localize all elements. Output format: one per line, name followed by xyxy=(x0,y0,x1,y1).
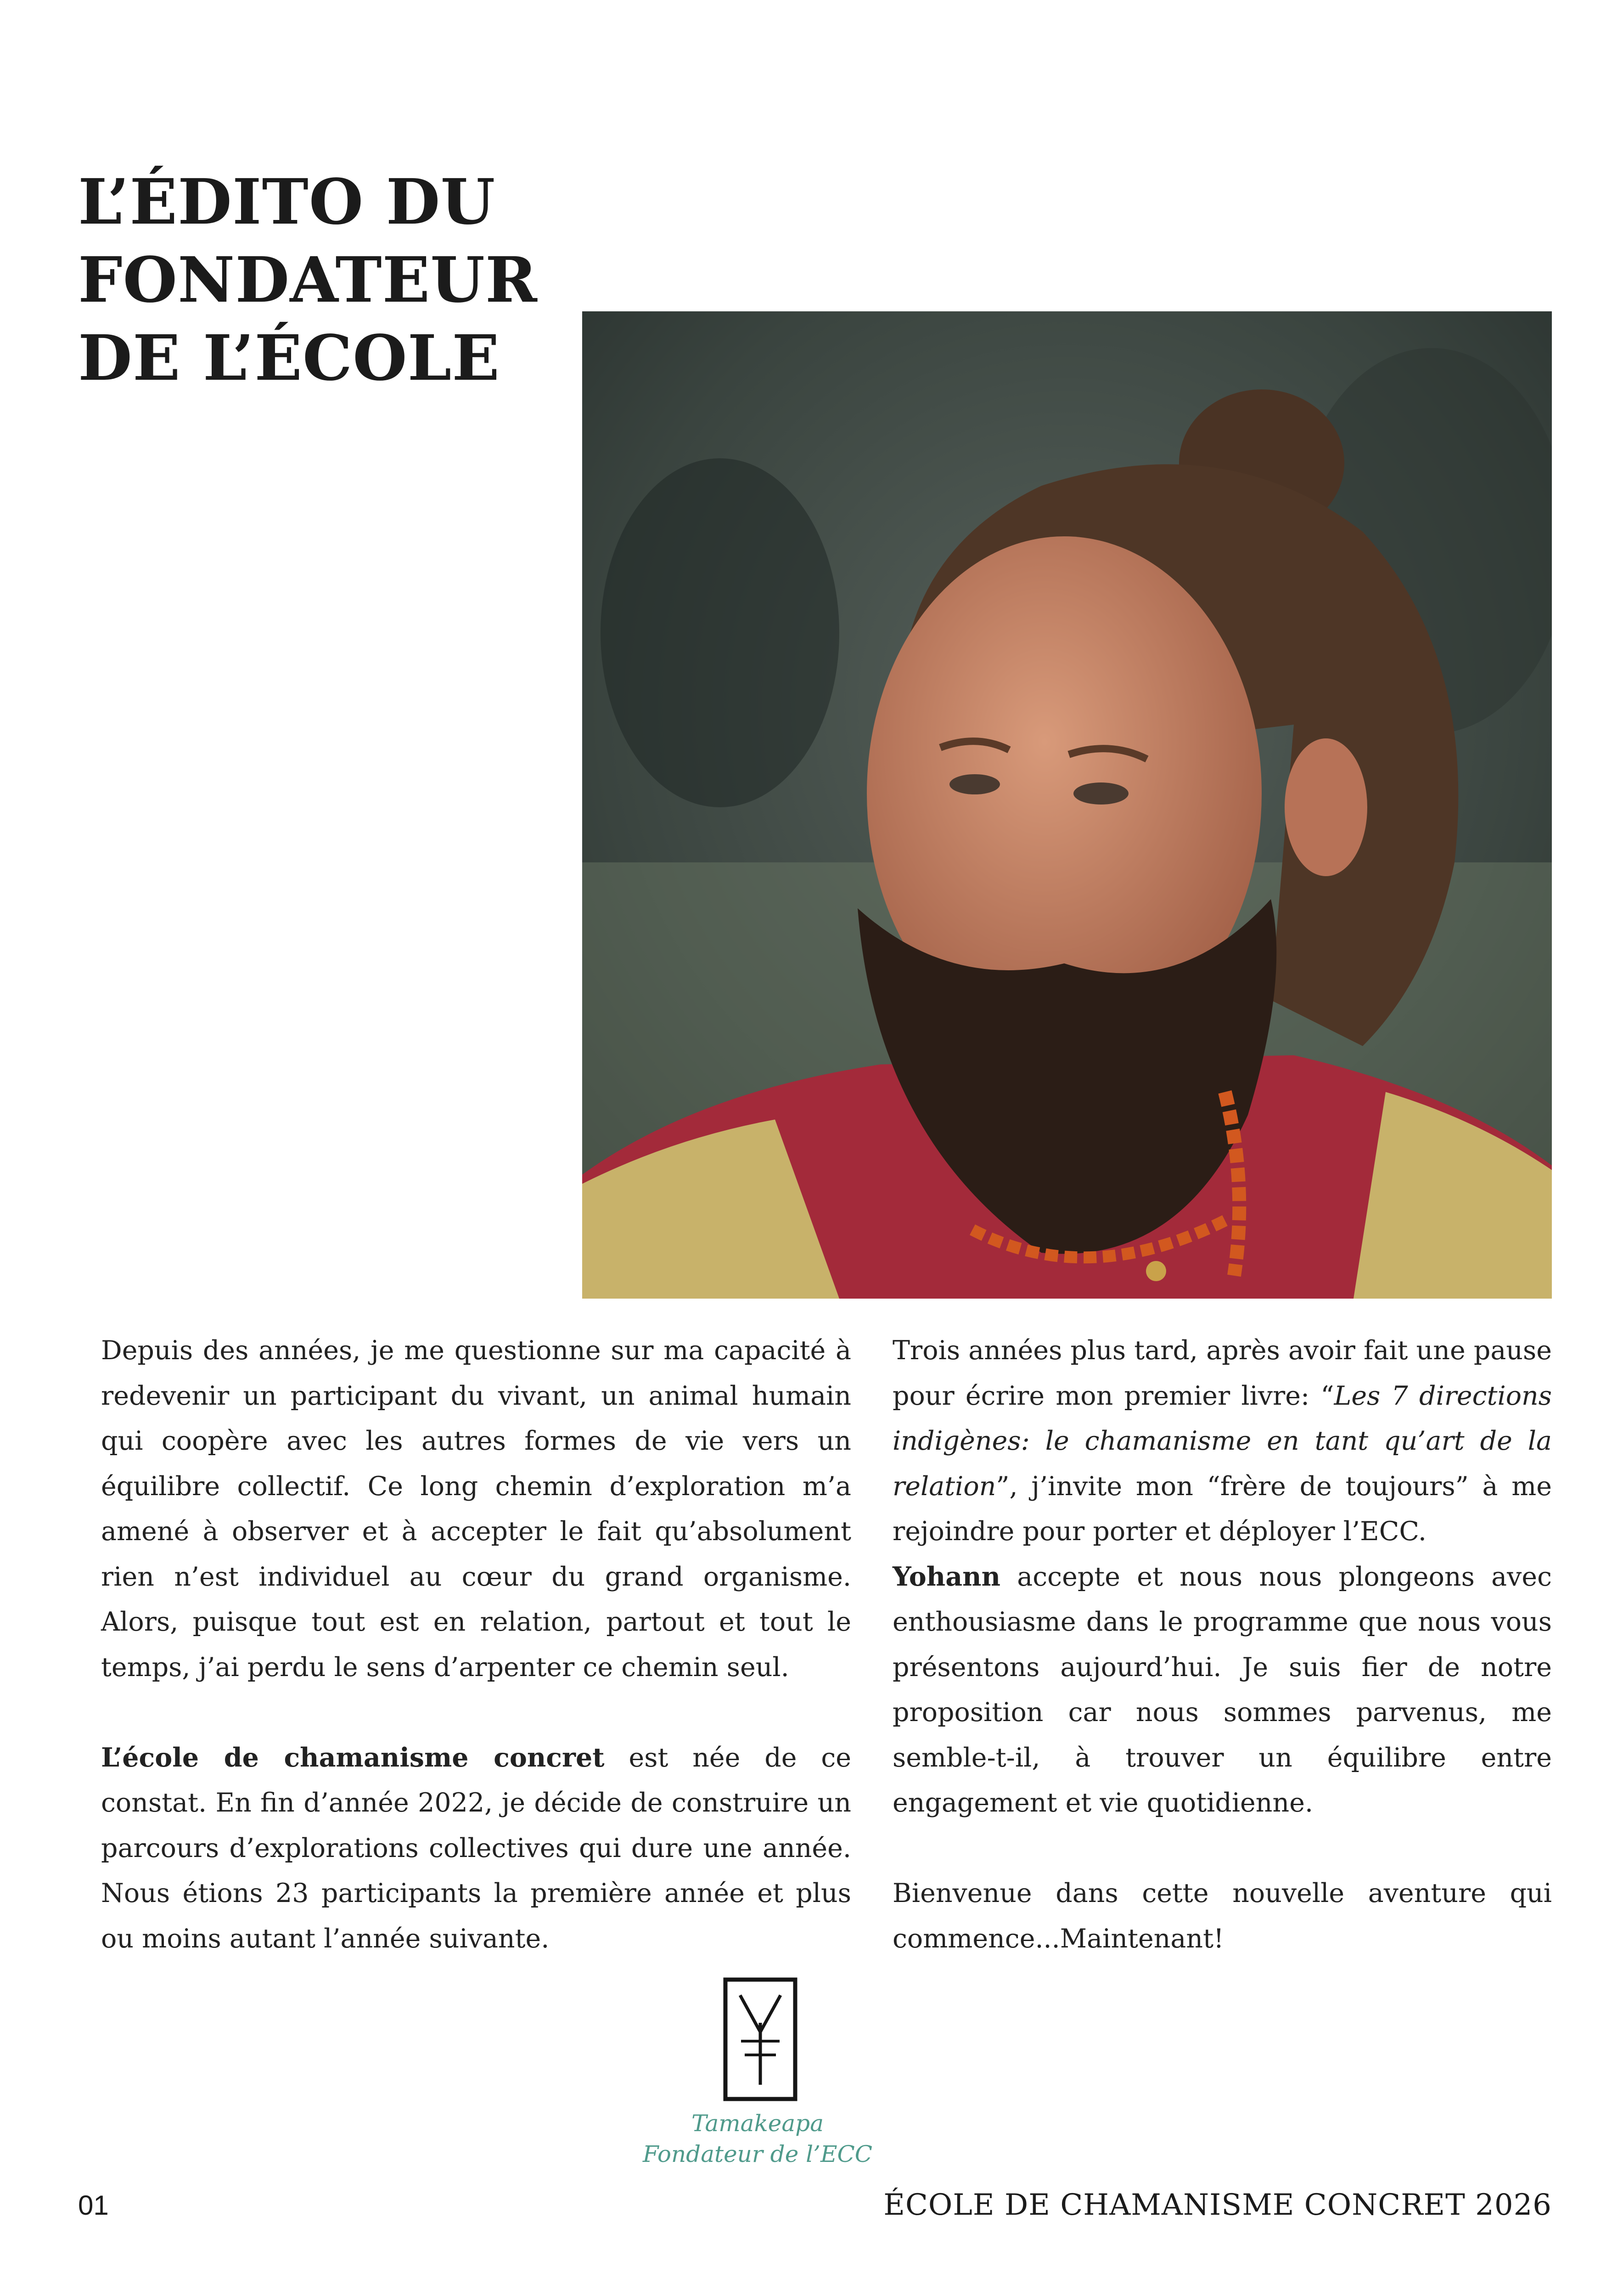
paragraph: Bienvenue dans cette nouvelle aventure qui commence...Maintenant! xyxy=(893,1878,1552,1954)
paragraph-text: accepte et nous nous plongeons avec enthousiasme dans le programme que nous vous présentons aujourd’hui. Je suis fier de notre proposition car nous sommes parvenus, me semble-t-il, à trouver un équilibre entre engagement et vie quotidienne. xyxy=(893,1561,1552,1818)
founder-photo xyxy=(582,311,1552,1299)
paragraph-text: Trois années plus tard, après avoir fait une pause pour écrire mon premier livre: “ xyxy=(893,1335,1552,1411)
title-line-3: DE L’ÉCOLE xyxy=(78,321,500,395)
title-line-1: L’ÉDITO DU xyxy=(78,165,496,239)
paragraph-text: est née de ce constat. En fin d’année 2022, je décide de construire un parcours d’explorations collectives qui dure une année. Nous étions 23 participants la première année et plus ou moins autant l’année suivante. xyxy=(101,1742,851,1954)
right-text-column xyxy=(893,1328,1552,1961)
paragraph xyxy=(893,1328,1552,1554)
title-line-2: FONDATEUR xyxy=(78,243,538,317)
left-text-column xyxy=(101,1328,851,1961)
book-title: Les 7 directions indigènes: le chamanisme en tant qu’art de la relation xyxy=(893,1380,1552,1502)
paragraph-text: ”, j’invite mon “frère de toujours” à me rejoindre pour porter et déployer l’ECC. xyxy=(893,1471,1552,1547)
paragraph-spacer xyxy=(893,1826,1552,1871)
bold-text: L’école de chamanisme concret xyxy=(101,1742,605,1773)
signature-role: Fondateur de l’ECC xyxy=(642,2141,873,2167)
paragraph: Depuis des années, je me questionne sur ma capacité à redevenir un participant du vivant, un animal humain qui coopère avec les autres formes de vie vers un équilibre collectif. Ce long chemin d’exploration m’a amené à observer et à accepter le fait qu’absolument rien n’est individuel au cœur du grand organisme. Alors, puisque tout est en relation, partout et tout le temps, j’ai perdu le sens d’arpenter ce chemin seul. xyxy=(101,1335,851,1683)
page-number: 01 xyxy=(78,2190,109,2221)
signature-name: Tamakeapa xyxy=(691,2110,824,2137)
paragraph xyxy=(893,1554,1552,1826)
paragraph xyxy=(101,1735,851,1962)
page-title xyxy=(78,163,538,397)
paragraph-spacer xyxy=(101,1690,851,1735)
founder-emblem-icon xyxy=(723,1977,798,2102)
footer-title: ÉCOLE DE CHAMANISME CONCRET 2026 xyxy=(883,2188,1552,2222)
bold-text: Yohann xyxy=(893,1561,1001,1592)
founder-portrait-illustration xyxy=(582,311,1552,1299)
